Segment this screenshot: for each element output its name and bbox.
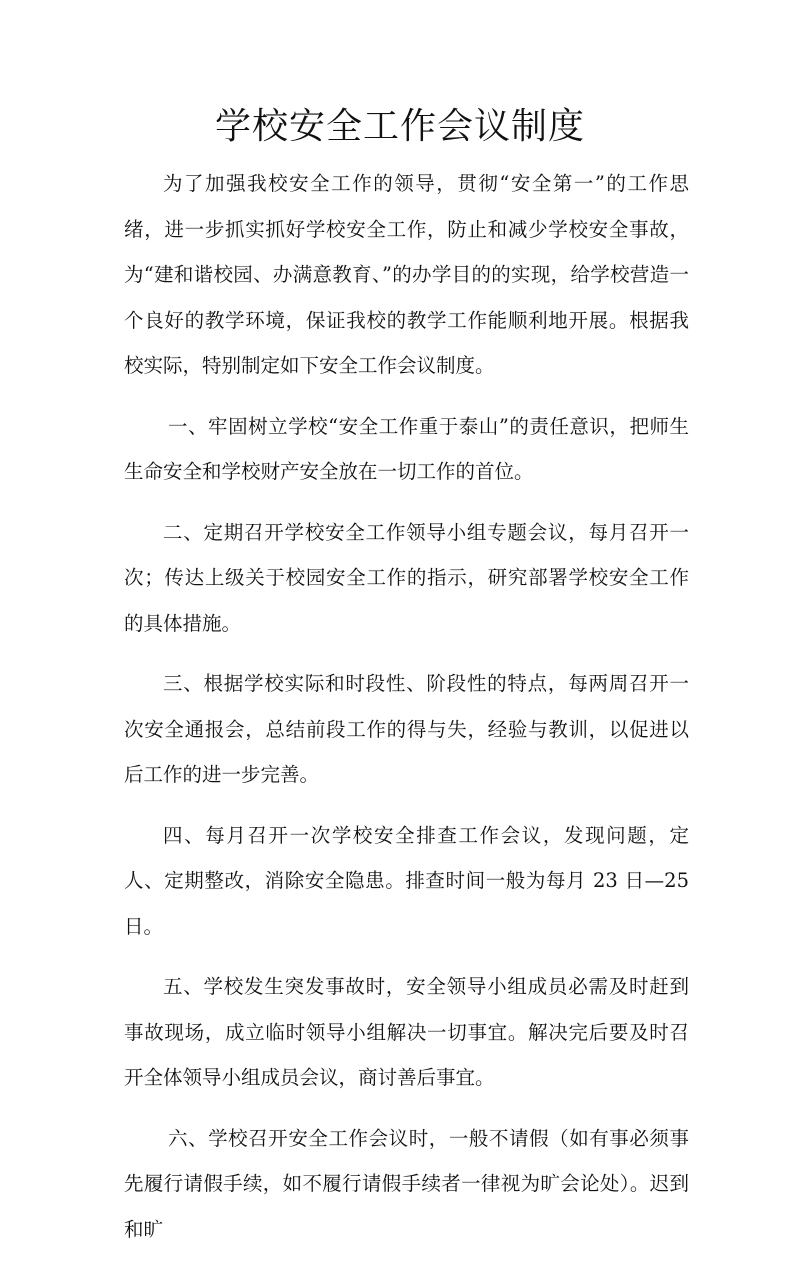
rule-paragraph-2: 二、定期召开学校安全工作领导小组专题会议，每月召开一次；传达上级关于校园安全工作的指示，研究部署学校安全工作的具体措施。 [124,520,689,635]
rule-paragraph-5: 五、学校发生突发事故时，安全领导小组成员必需及时赶到事故现场，成立临时领导小组解决一切事宜。解决完后要及时召开全体领导小组成员会议，商讨善后事宜。 [124,975,689,1089]
rule-paragraph-3: 三、根据学校实际和时段性、阶段性的特点，每两周召开一次安全通报会，总结前段工作的得与失，经验与教训，以促进以后工作的进一步完善。 [124,672,689,786]
document-title: 学校安全工作会议制度 [214,106,585,147]
intro-paragraph: 为了加强我校安全工作的领导，贯彻“安全第一”的工作思绪，进一步抓实抓好学校安全工作，防止和减少学校安全事故，为“建和谐校园、办满意教育、”的办学目的的实现，给学校营造一个良好的教学环境，保证我校的教学工作能顺利地开展。根据我校实际，特别制定如下安全工作会议制度。 [124,172,689,377]
rule-paragraph-4: 四、每月召开一次学校安全排查工作会议，发现问题，定人、定期整改，消除安全隐患。排查时间一般为每月 23 日—25 日。 [124,823,689,938]
document-body [124,161,689,1267]
rule-paragraph-1: 一、牢固树立学校“安全工作重于泰山”的责任意识，把师生生命安全和学校财产安全放在一切工作的首位。 [124,414,689,483]
rule-paragraph-6: 六、学校召开安全工作会议时，一般不请假（如有事必须事先履行请假手续，如不履行请假手续者一律视为旷会论处）。迟到和旷 [124,1126,689,1241]
